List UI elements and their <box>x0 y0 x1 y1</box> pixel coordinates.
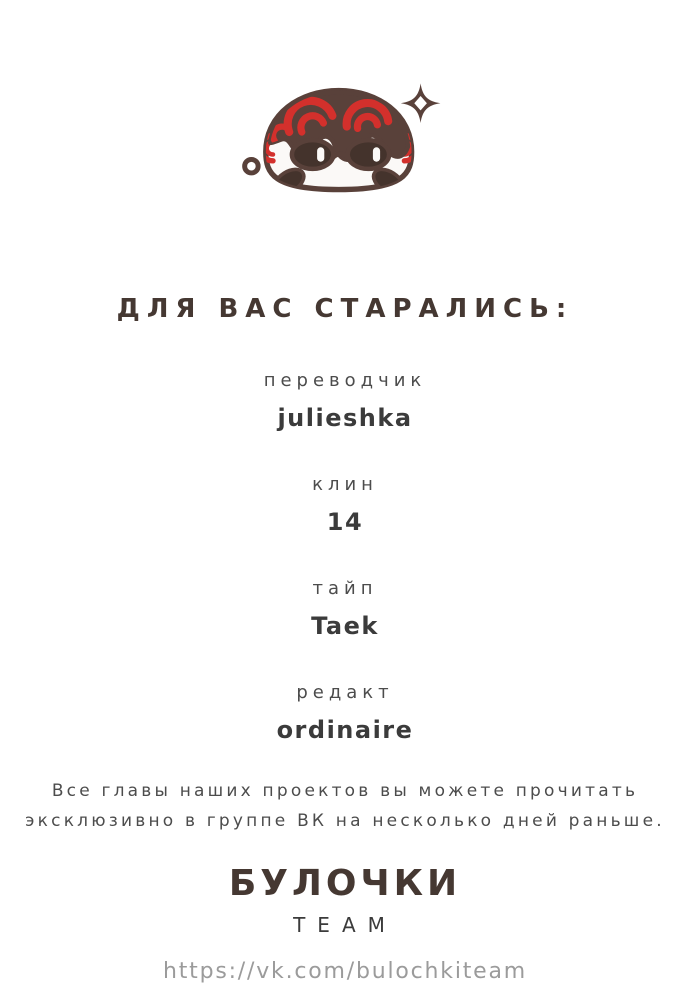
note-line-2: эксклюзивно в группе ВК на несколько дней раньше. <box>25 810 665 831</box>
bun-mascot-icon <box>237 68 453 214</box>
note-line-1: Все главы наших проектов вы можете прочитать <box>51 781 639 801</box>
credit-item-cleaner <box>312 474 378 536</box>
right-lens <box>348 140 389 169</box>
credit-member-name: ordinaire <box>276 716 414 744</box>
page-title: ДЛЯ ВАС СТАРАЛИСЬ: <box>116 294 574 324</box>
team-name: БУЛОЧКИ <box>228 862 462 904</box>
credit-member-name: 14 <box>326 508 364 536</box>
bun-mascot-svg <box>237 68 453 214</box>
credit-member-name: Taek <box>311 612 379 640</box>
credit-item-translator <box>264 370 427 432</box>
vk-exclusive-note <box>25 777 665 837</box>
credit-role-label: редакт <box>296 682 394 703</box>
credit-item-editor <box>277 682 414 744</box>
credit-role-label: переводчик <box>263 370 427 391</box>
credit-role-label: тайп <box>312 578 378 599</box>
bubble-ring-icon <box>245 159 259 173</box>
left-lens <box>292 140 333 169</box>
right-lens-highlight <box>373 147 380 161</box>
credit-item-typesetter <box>311 578 379 640</box>
vk-group-url: https://vk.com/bulochkiteam <box>162 958 528 984</box>
credit-role-label: клин <box>312 474 378 495</box>
credits-list <box>264 370 427 744</box>
left-lens-highlight <box>317 147 324 161</box>
credit-member-name: julieshka <box>277 404 413 432</box>
team-subtitle: TEAM <box>293 912 397 937</box>
